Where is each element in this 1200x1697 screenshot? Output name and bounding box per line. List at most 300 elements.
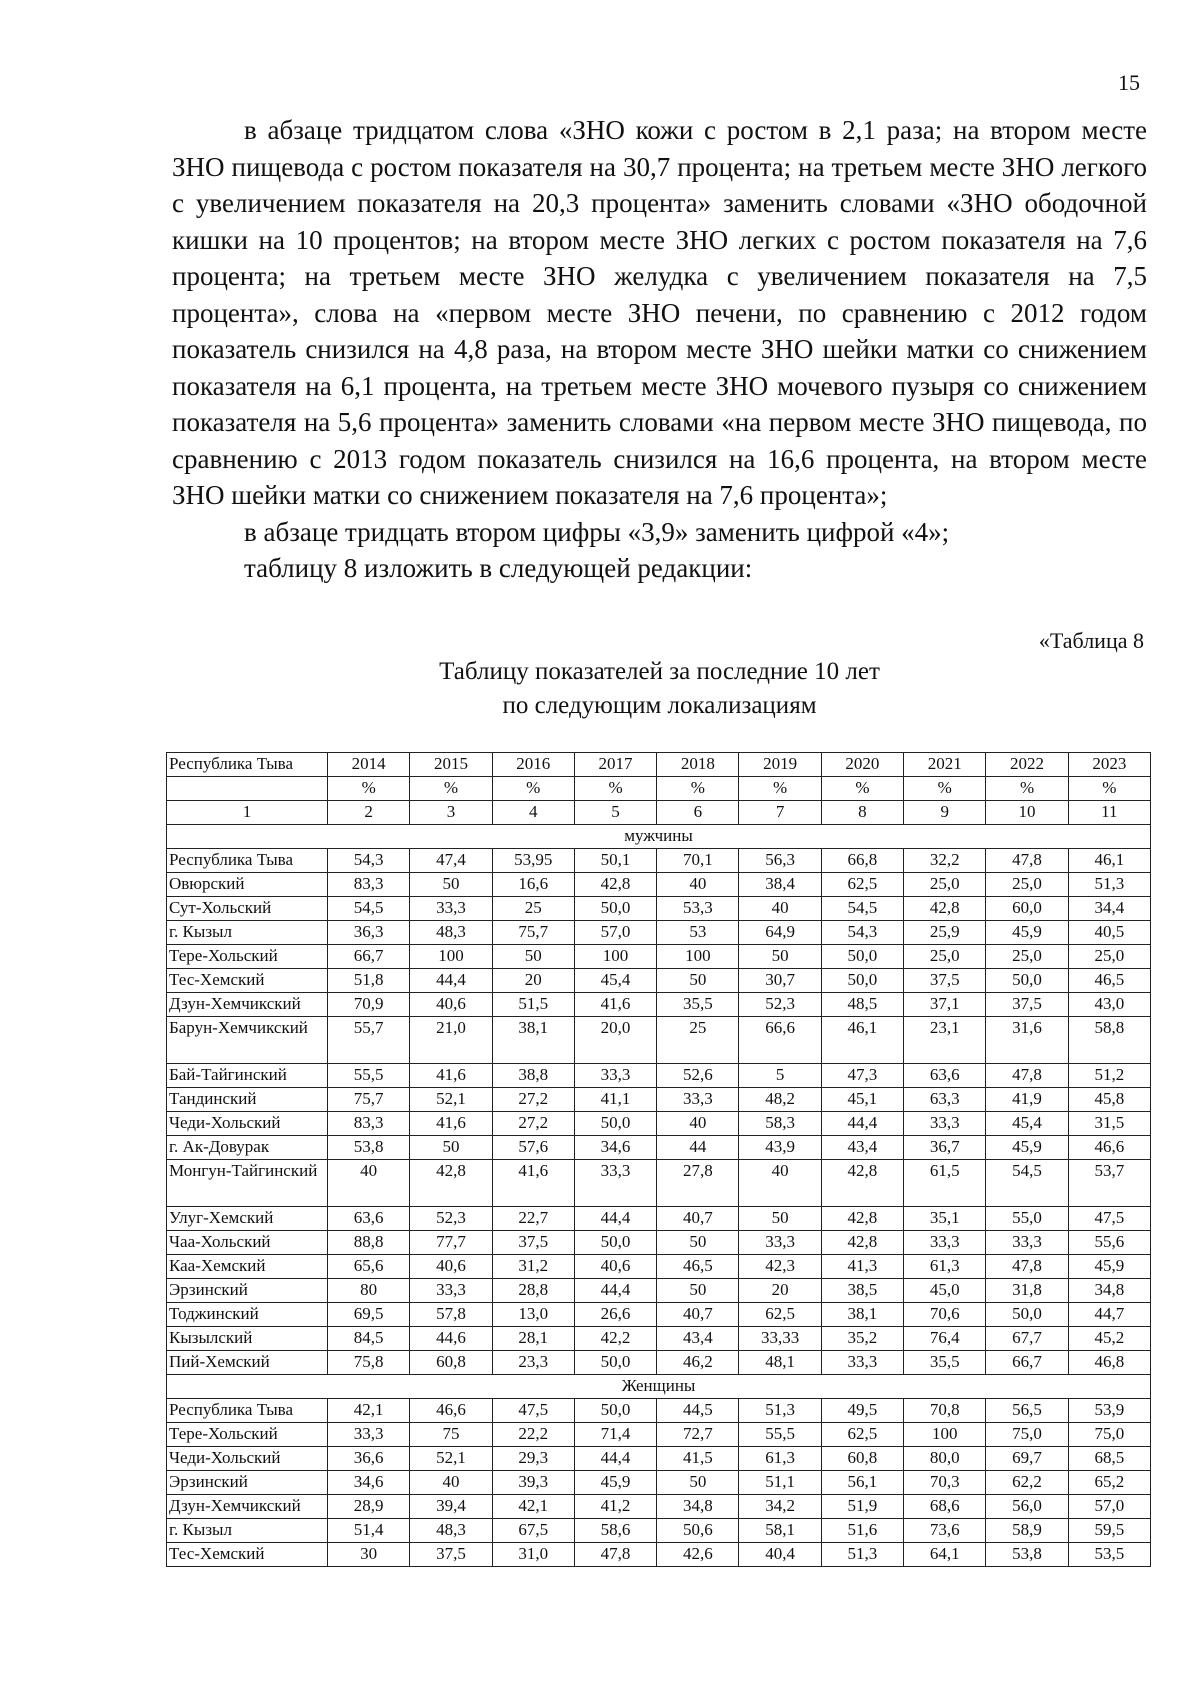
table-title-line-2: по следующим локализациям xyxy=(502,692,817,719)
column-number: 1 xyxy=(167,801,328,825)
value-cell: 53,7 xyxy=(1068,1160,1150,1207)
value-cell: 25 xyxy=(657,1017,739,1064)
header-unit: % xyxy=(739,777,821,801)
value-cell: 46,6 xyxy=(1068,1136,1150,1160)
value-cell: 47,4 xyxy=(410,849,492,873)
region-cell: Тоджинский xyxy=(167,1303,328,1327)
table-row xyxy=(167,1327,1151,1351)
value-cell: 60,0 xyxy=(986,897,1068,921)
value-cell: 51,2 xyxy=(1068,1064,1150,1088)
value-cell: 45,4 xyxy=(574,969,656,993)
value-cell: 33,33 xyxy=(739,1327,821,1351)
value-cell: 70,6 xyxy=(904,1303,986,1327)
value-cell: 53 xyxy=(657,921,739,945)
value-cell: 28,8 xyxy=(492,1279,574,1303)
table-row xyxy=(167,921,1151,945)
value-cell: 33,3 xyxy=(410,1279,492,1303)
value-cell: 58,9 xyxy=(986,1519,1068,1543)
value-cell: 50,0 xyxy=(574,1351,656,1375)
region-cell: г. Кызыл xyxy=(167,921,328,945)
value-cell: 62,5 xyxy=(821,873,903,897)
paragraph-3: таблицу 8 изложить в следующей редакции: xyxy=(244,553,753,583)
value-cell: 25,0 xyxy=(986,873,1068,897)
value-cell: 33,3 xyxy=(739,1231,821,1255)
value-cell: 51,3 xyxy=(1068,873,1150,897)
value-cell: 27,2 xyxy=(492,1088,574,1112)
section-title: Женщины xyxy=(167,1375,1151,1399)
value-cell: 51,4 xyxy=(328,1519,410,1543)
value-cell: 47,8 xyxy=(986,1255,1068,1279)
value-cell: 48,2 xyxy=(739,1088,821,1112)
region-cell: г. Кызыл xyxy=(167,1519,328,1543)
value-cell: 38,4 xyxy=(739,873,821,897)
value-cell: 63,6 xyxy=(904,1064,986,1088)
value-cell: 37,5 xyxy=(986,993,1068,1017)
value-cell: 59,5 xyxy=(1068,1519,1150,1543)
region-cell: Бай-Тайгинский xyxy=(167,1064,328,1088)
region-cell: Чеди-Хольский xyxy=(167,1112,328,1136)
value-cell: 25,0 xyxy=(986,945,1068,969)
value-cell: 60,8 xyxy=(821,1447,903,1471)
column-number: 3 xyxy=(410,801,492,825)
column-number: 10 xyxy=(986,801,1068,825)
value-cell: 54,3 xyxy=(821,921,903,945)
header-year: 2022 xyxy=(986,753,1068,777)
value-cell: 44,4 xyxy=(574,1279,656,1303)
value-cell: 21,0 xyxy=(410,1017,492,1064)
statistics-table xyxy=(166,752,1151,1567)
value-cell: 46,1 xyxy=(821,1017,903,1064)
value-cell: 45,9 xyxy=(986,1136,1068,1160)
value-cell: 36,7 xyxy=(904,1136,986,1160)
value-cell: 73,6 xyxy=(904,1519,986,1543)
value-cell: 57,0 xyxy=(574,921,656,945)
value-cell: 30,7 xyxy=(739,969,821,993)
value-cell: 62,5 xyxy=(739,1303,821,1327)
value-cell: 29,3 xyxy=(492,1447,574,1471)
value-cell: 75,7 xyxy=(328,1088,410,1112)
value-cell: 66,7 xyxy=(328,945,410,969)
value-cell: 58,6 xyxy=(574,1519,656,1543)
value-cell: 27,2 xyxy=(492,1112,574,1136)
value-cell: 43,0 xyxy=(1068,993,1150,1017)
value-cell: 33,3 xyxy=(410,897,492,921)
value-cell: 57,0 xyxy=(1068,1495,1150,1519)
table-row xyxy=(167,1543,1151,1567)
header-unit: % xyxy=(574,777,656,801)
value-cell: 100 xyxy=(657,945,739,969)
table-row xyxy=(167,1255,1151,1279)
value-cell: 45,8 xyxy=(1068,1088,1150,1112)
value-cell: 42,1 xyxy=(492,1495,574,1519)
table-row xyxy=(167,1495,1151,1519)
table-row xyxy=(167,1303,1151,1327)
value-cell: 33,3 xyxy=(574,1160,656,1207)
value-cell: 35,1 xyxy=(904,1207,986,1231)
table-row xyxy=(167,1207,1151,1231)
value-cell: 51,6 xyxy=(821,1519,903,1543)
table-row xyxy=(167,1231,1151,1255)
value-cell: 40 xyxy=(657,1112,739,1136)
value-cell: 50,1 xyxy=(574,849,656,873)
value-cell: 42,3 xyxy=(739,1255,821,1279)
value-cell: 75,0 xyxy=(1068,1423,1150,1447)
value-cell: 57,8 xyxy=(410,1303,492,1327)
value-cell: 42,2 xyxy=(574,1327,656,1351)
value-cell: 23,1 xyxy=(904,1017,986,1064)
value-cell: 46,1 xyxy=(1068,849,1150,873)
value-cell: 69,7 xyxy=(986,1447,1068,1471)
value-cell: 41,1 xyxy=(574,1088,656,1112)
value-cell: 40 xyxy=(739,897,821,921)
value-cell: 31,2 xyxy=(492,1255,574,1279)
value-cell: 100 xyxy=(410,945,492,969)
value-cell: 83,3 xyxy=(328,1112,410,1136)
value-cell: 68,6 xyxy=(904,1495,986,1519)
value-cell: 66,6 xyxy=(739,1017,821,1064)
value-cell: 20 xyxy=(739,1279,821,1303)
value-cell: 70,1 xyxy=(657,849,739,873)
region-cell: Барун-Хемчикский xyxy=(167,1017,328,1064)
region-cell: Пий-Хемский xyxy=(167,1351,328,1375)
value-cell: 37,1 xyxy=(904,993,986,1017)
value-cell: 47,8 xyxy=(986,1064,1068,1088)
region-cell: Тес-Хемский xyxy=(167,1543,328,1567)
table-row xyxy=(167,1136,1151,1160)
header-region: Республика Тыва xyxy=(167,753,328,777)
value-cell: 52,6 xyxy=(657,1064,739,1088)
value-cell: 46,5 xyxy=(1068,969,1150,993)
value-cell: 31,5 xyxy=(1068,1112,1150,1136)
value-cell: 25 xyxy=(492,897,574,921)
value-cell: 36,3 xyxy=(328,921,410,945)
value-cell: 46,6 xyxy=(410,1399,492,1423)
value-cell: 28,1 xyxy=(492,1327,574,1351)
value-cell: 34,8 xyxy=(1068,1279,1150,1303)
value-cell: 48,5 xyxy=(821,993,903,1017)
value-cell: 41,5 xyxy=(657,1447,739,1471)
value-cell: 84,5 xyxy=(328,1327,410,1351)
body-text xyxy=(172,112,1147,587)
value-cell: 58,3 xyxy=(739,1112,821,1136)
region-cell: г. Ак-Довурак xyxy=(167,1136,328,1160)
column-number: 5 xyxy=(574,801,656,825)
header-year: 2020 xyxy=(821,753,903,777)
paragraph-1: в абзаце тридцатом слова «ЗНО кожи с ростом в 2,1 раза; на втором месте ЗНО пищевода с ростом показателя на 30,7 процента; на третьем месте ЗНО легкого с увеличением показателя на 20,3 процента» заменить словами «ЗНО ободочной кишки на 10 процентов; на втором месте ЗНО легких с ростом показателя на 7,6 процента; на третьем месте ЗНО желудка с увеличением показателя на 7,5 процента», слова на «первом месте ЗНО печени, по сравнению с 2012 годом показатель снизился на 4,8 раза, на втором месте ЗНО шейки матки со снижением показателя на 6,1 процента, на третьем месте ЗНО мочевого пузыря со снижением показателя на 5,6 процента» заменить словами «на первом месте ЗНО пищевода, по сравнению с 2013 годом показатель снизился на 16,6 процента, на втором месте ЗНО шейки матки со снижением показателя на 7,6 процента»; xyxy=(172,115,1147,510)
value-cell: 43,4 xyxy=(657,1327,739,1351)
value-cell: 45,4 xyxy=(986,1112,1068,1136)
value-cell: 33,3 xyxy=(574,1064,656,1088)
value-cell: 75,0 xyxy=(986,1423,1068,1447)
value-cell: 41,2 xyxy=(574,1495,656,1519)
region-cell: Сут-Хольский xyxy=(167,897,328,921)
value-cell: 77,7 xyxy=(410,1231,492,1255)
value-cell: 42,8 xyxy=(410,1160,492,1207)
value-cell: 70,9 xyxy=(328,993,410,1017)
value-cell: 20 xyxy=(492,969,574,993)
value-cell: 53,8 xyxy=(986,1543,1068,1567)
region-cell: Чеди-Хольский xyxy=(167,1447,328,1471)
section-row xyxy=(167,825,1151,849)
value-cell: 57,6 xyxy=(492,1136,574,1160)
value-cell: 66,8 xyxy=(821,849,903,873)
header-years-row xyxy=(167,753,1151,777)
table-row xyxy=(167,1399,1151,1423)
value-cell: 54,5 xyxy=(821,897,903,921)
value-cell: 27,8 xyxy=(657,1160,739,1207)
value-cell: 70,8 xyxy=(904,1399,986,1423)
value-cell: 69,5 xyxy=(328,1303,410,1327)
value-cell: 50 xyxy=(657,969,739,993)
region-cell: Тес-Хемский xyxy=(167,969,328,993)
value-cell: 42,8 xyxy=(821,1160,903,1207)
value-cell: 41,6 xyxy=(574,993,656,1017)
header-unit: % xyxy=(657,777,739,801)
value-cell: 35,2 xyxy=(821,1327,903,1351)
value-cell: 47,5 xyxy=(1068,1207,1150,1231)
value-cell: 55,5 xyxy=(739,1423,821,1447)
table-row xyxy=(167,1351,1151,1375)
header-unit: % xyxy=(821,777,903,801)
value-cell: 20,0 xyxy=(574,1017,656,1064)
value-cell: 40,6 xyxy=(574,1255,656,1279)
value-cell: 40 xyxy=(657,873,739,897)
value-cell: 45,9 xyxy=(1068,1255,1150,1279)
value-cell: 58,8 xyxy=(1068,1017,1150,1064)
table-row xyxy=(167,849,1151,873)
value-cell: 47,8 xyxy=(574,1543,656,1567)
value-cell: 40 xyxy=(739,1160,821,1207)
value-cell: 100 xyxy=(574,945,656,969)
header-unit-row xyxy=(167,777,1151,801)
value-cell: 25,9 xyxy=(904,921,986,945)
value-cell: 52,1 xyxy=(410,1088,492,1112)
column-number: 6 xyxy=(657,801,739,825)
value-cell: 44,4 xyxy=(574,1207,656,1231)
value-cell: 22,2 xyxy=(492,1423,574,1447)
value-cell: 48,3 xyxy=(410,1519,492,1543)
value-cell: 72,7 xyxy=(657,1423,739,1447)
table-row xyxy=(167,1519,1151,1543)
region-cell: Кызылский xyxy=(167,1327,328,1351)
value-cell: 80 xyxy=(328,1279,410,1303)
value-cell: 62,2 xyxy=(986,1471,1068,1495)
header-unit: % xyxy=(904,777,986,801)
value-cell: 34,8 xyxy=(657,1495,739,1519)
value-cell: 58,1 xyxy=(739,1519,821,1543)
header-unit: % xyxy=(492,777,574,801)
value-cell: 65,2 xyxy=(1068,1471,1150,1495)
value-cell: 35,5 xyxy=(904,1351,986,1375)
value-cell: 66,7 xyxy=(986,1351,1068,1375)
value-cell: 51,8 xyxy=(328,969,410,993)
value-cell: 39,3 xyxy=(492,1471,574,1495)
value-cell: 25,0 xyxy=(1068,945,1150,969)
table-row xyxy=(167,1447,1151,1471)
value-cell: 42,8 xyxy=(821,1231,903,1255)
page-number: 15 xyxy=(1118,70,1140,95)
value-cell: 45,9 xyxy=(986,921,1068,945)
value-cell: 50,0 xyxy=(574,897,656,921)
value-cell: 33,3 xyxy=(904,1112,986,1136)
region-cell: Эрзинский xyxy=(167,1279,328,1303)
value-cell: 31,8 xyxy=(986,1279,1068,1303)
value-cell: 43,9 xyxy=(739,1136,821,1160)
value-cell: 56,1 xyxy=(821,1471,903,1495)
header-year: 2016 xyxy=(492,753,574,777)
value-cell: 45,1 xyxy=(821,1088,903,1112)
value-cell: 34,2 xyxy=(739,1495,821,1519)
value-cell: 44 xyxy=(657,1136,739,1160)
table-title xyxy=(172,655,1147,723)
value-cell: 80,0 xyxy=(904,1447,986,1471)
table-label: «Таблица 8 xyxy=(1038,628,1144,653)
value-cell: 50,6 xyxy=(657,1519,739,1543)
table-row xyxy=(167,1423,1151,1447)
value-cell: 70,3 xyxy=(904,1471,986,1495)
region-cell: Овюрский xyxy=(167,873,328,897)
value-cell: 64,9 xyxy=(739,921,821,945)
table-row xyxy=(167,1279,1151,1303)
value-cell: 26,6 xyxy=(574,1303,656,1327)
value-cell: 23,3 xyxy=(492,1351,574,1375)
value-cell: 75,7 xyxy=(492,921,574,945)
value-cell: 50,0 xyxy=(574,1399,656,1423)
value-cell: 28,9 xyxy=(328,1495,410,1519)
value-cell: 37,5 xyxy=(410,1543,492,1567)
value-cell: 40,7 xyxy=(657,1207,739,1231)
header-year: 2014 xyxy=(328,753,410,777)
value-cell: 44,4 xyxy=(410,969,492,993)
value-cell: 56,5 xyxy=(986,1399,1068,1423)
value-cell: 34,6 xyxy=(328,1471,410,1495)
table-row xyxy=(167,969,1151,993)
value-cell: 41,9 xyxy=(986,1088,1068,1112)
value-cell: 56,3 xyxy=(739,849,821,873)
region-cell: Улуг-Хемский xyxy=(167,1207,328,1231)
value-cell: 49,5 xyxy=(821,1399,903,1423)
value-cell: 50 xyxy=(410,1136,492,1160)
table-row xyxy=(167,945,1151,969)
value-cell: 51,9 xyxy=(821,1495,903,1519)
value-cell: 40,6 xyxy=(410,1255,492,1279)
value-cell: 61,3 xyxy=(904,1255,986,1279)
value-cell: 5 xyxy=(739,1064,821,1088)
value-cell: 31,6 xyxy=(986,1017,1068,1064)
value-cell: 55,0 xyxy=(986,1207,1068,1231)
value-cell: 40 xyxy=(328,1160,410,1207)
value-cell: 36,6 xyxy=(328,1447,410,1471)
value-cell: 52,1 xyxy=(410,1447,492,1471)
table-row xyxy=(167,897,1151,921)
value-cell: 50,0 xyxy=(821,945,903,969)
value-cell: 51,5 xyxy=(492,993,574,1017)
value-cell: 22,7 xyxy=(492,1207,574,1231)
value-cell: 31,0 xyxy=(492,1543,574,1567)
value-cell: 43,4 xyxy=(821,1136,903,1160)
column-number: 2 xyxy=(328,801,410,825)
value-cell: 63,3 xyxy=(904,1088,986,1112)
value-cell: 41,6 xyxy=(410,1064,492,1088)
value-cell: 83,3 xyxy=(328,873,410,897)
value-cell: 45,9 xyxy=(574,1471,656,1495)
value-cell: 50 xyxy=(657,1231,739,1255)
table-title-line-1: Таблицу показателей за последние 10 лет xyxy=(439,658,880,685)
region-cell: Эрзинский xyxy=(167,1471,328,1495)
value-cell: 64,1 xyxy=(904,1543,986,1567)
value-cell: 46,2 xyxy=(657,1351,739,1375)
value-cell: 48,1 xyxy=(739,1351,821,1375)
value-cell: 47,3 xyxy=(821,1064,903,1088)
value-cell: 50 xyxy=(492,945,574,969)
table-row xyxy=(167,993,1151,1017)
region-cell: Республика Тыва xyxy=(167,1399,328,1423)
region-cell: Дзун-Хемчикский xyxy=(167,1495,328,1519)
value-cell: 75,8 xyxy=(328,1351,410,1375)
value-cell: 88,8 xyxy=(328,1231,410,1255)
value-cell: 41,3 xyxy=(821,1255,903,1279)
value-cell: 42,8 xyxy=(904,897,986,921)
value-cell: 50,0 xyxy=(574,1112,656,1136)
value-cell: 38,8 xyxy=(492,1064,574,1088)
value-cell: 50 xyxy=(657,1471,739,1495)
value-cell: 53,95 xyxy=(492,849,574,873)
value-cell: 55,6 xyxy=(1068,1231,1150,1255)
section-title: мужчины xyxy=(167,825,1151,849)
column-number: 9 xyxy=(904,801,986,825)
value-cell: 42,1 xyxy=(328,1399,410,1423)
region-cell: Тандинский xyxy=(167,1088,328,1112)
value-cell: 50,0 xyxy=(821,969,903,993)
table-row xyxy=(167,1160,1151,1207)
header-year: 2019 xyxy=(739,753,821,777)
value-cell: 46,5 xyxy=(657,1255,739,1279)
value-cell: 16,6 xyxy=(492,873,574,897)
table-row xyxy=(167,1017,1151,1064)
value-cell: 47,5 xyxy=(492,1399,574,1423)
value-cell: 40,4 xyxy=(739,1543,821,1567)
table-row xyxy=(167,873,1151,897)
value-cell: 37,5 xyxy=(492,1231,574,1255)
table-row xyxy=(167,1112,1151,1136)
value-cell: 67,5 xyxy=(492,1519,574,1543)
header-year: 2017 xyxy=(574,753,656,777)
value-cell: 53,5 xyxy=(1068,1543,1150,1567)
value-cell: 50,0 xyxy=(986,1303,1068,1327)
value-cell: 53,8 xyxy=(328,1136,410,1160)
value-cell: 30 xyxy=(328,1543,410,1567)
value-cell: 50,0 xyxy=(986,969,1068,993)
table-row xyxy=(167,1471,1151,1495)
table-row xyxy=(167,1064,1151,1088)
value-cell: 42,6 xyxy=(657,1543,739,1567)
column-number: 8 xyxy=(821,801,903,825)
value-cell: 68,5 xyxy=(1068,1447,1150,1471)
value-cell: 33,3 xyxy=(328,1423,410,1447)
value-cell: 44,7 xyxy=(1068,1303,1150,1327)
section-row xyxy=(167,1375,1151,1399)
value-cell: 34,6 xyxy=(574,1136,656,1160)
value-cell: 44,6 xyxy=(410,1327,492,1351)
value-cell: 42,8 xyxy=(821,1207,903,1231)
value-cell: 37,5 xyxy=(904,969,986,993)
value-cell: 48,3 xyxy=(410,921,492,945)
header-unit-empty xyxy=(167,777,328,801)
value-cell: 34,4 xyxy=(1068,897,1150,921)
header-year: 2021 xyxy=(904,753,986,777)
region-cell: Тере-Хольский xyxy=(167,945,328,969)
header-unit: % xyxy=(986,777,1068,801)
